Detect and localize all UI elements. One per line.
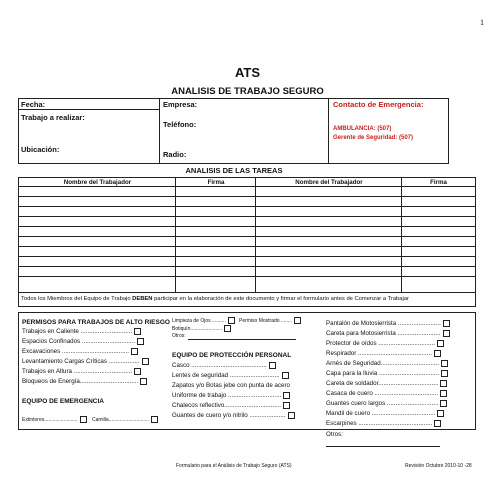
extintores-label: Extintores........................ [22,416,78,423]
proteccion-item [172,372,289,379]
proteccion-checkbox[interactable] [283,392,290,399]
tasks-note-bold: DEBEN [132,296,153,302]
empresa-label: Empresa: [163,100,198,109]
extintores-item [22,416,87,423]
proteccion2-item [326,390,447,397]
proteccion-label: Guantes de cuero y/o nitrilo ..................... [172,412,286,420]
limpieza-ojos-item [172,317,235,324]
permiso-item [22,368,141,375]
col-divider-2 [255,177,256,292]
proteccion-label: Chalecos reflectivo................................. [172,402,282,410]
limpieza-ojos-checkbox[interactable] [228,317,235,324]
proteccion2-item [326,420,441,427]
permiso-mostrado-item [239,317,301,324]
proteccion2-item [326,360,448,367]
table-row-line [18,186,476,187]
proteccion-label: Lentes de seguridad ............................. [172,372,280,380]
col-divider-3 [401,177,402,292]
botiquin-checkbox[interactable] [224,325,231,332]
proteccion-label: Casco ............................................ [172,362,267,370]
permiso-mostrado-label: Permiso Mostrado ........ [239,317,293,324]
proteccion-item [172,392,290,399]
trabajo-label: Trabajo a realizar: [21,113,85,122]
permiso-item [22,328,141,335]
table-row-line [18,266,476,267]
header-divider-2 [328,98,329,164]
contacto-emergencia-label: Contacto de Emergencia: [333,100,424,109]
proteccion2-checkbox[interactable] [441,360,448,367]
gerente-seguridad-label: Gerente de Seguridad: (507) [333,135,414,141]
proteccion-item [172,362,276,369]
col-header-nombre-2: Nombre del Trabajador [295,179,363,186]
page-subtitle: ANALISIS DE TRABAJO SEGURO [171,86,324,97]
proteccion2-label: Guantes cuero largos .............................. [326,400,439,408]
otros-permisos-line[interactable] [188,339,296,340]
proteccion2-checkbox[interactable] [434,420,441,427]
permiso-label: Excavaciones ....................................... [22,348,129,356]
proteccion2-item [326,400,447,407]
otros-permisos-item [172,333,186,339]
proteccion2-item [326,320,450,327]
table-row-line [18,226,476,227]
col-header-nombre-1: Nombre del Trabajador [63,179,132,186]
header-divider-1 [159,98,160,164]
table-row-line [18,246,476,247]
tasks-note-end: participar en la elaboración de este documento y firmar el formulario antes de Comenzar a Trabajar [152,296,409,302]
permiso-item [22,378,147,385]
tasks-note [21,296,409,302]
proteccion2-item [326,340,444,347]
col-header-firma-2: Firma [430,179,447,186]
proteccion2-label: Careta de soldador................................... [326,380,439,388]
footer-left: Formulario para el Análisis de Trabajo Seguro (ATS) [176,463,292,469]
page-number: 1 [480,18,484,27]
proteccion2-otros-line[interactable] [326,446,440,447]
tasks-heading: ANALISIS DE LAS TAREAS [185,166,283,175]
proteccion2-label: Casaca de cuero ..................................... [326,390,439,398]
proteccion2-otros [326,431,343,438]
permiso-label: Bloqueos de Energía.................................. [22,378,139,386]
permiso-checkbox[interactable] [142,358,149,365]
permiso-mostrado-checkbox[interactable] [294,317,301,324]
permiso-checkbox[interactable] [137,338,144,345]
table-row-line [18,292,476,293]
proteccion-label: Zapatos y/o Botas jebe con punta de acero [172,382,290,389]
proteccion-label: Uniforme de trabajo ............................... [172,392,282,400]
proteccion2-item [326,370,448,377]
permiso-label: Trabajos en Caliente .............................. [22,328,133,336]
proteccion2-otros-label: Otros: [326,431,343,438]
proteccion-checkbox[interactable] [283,402,290,409]
proteccion2-checkbox[interactable] [440,390,447,397]
proteccion2-label: Careta para Motosierrista ......................... [326,330,441,338]
telefono-label: Teléfono: [163,120,197,129]
proteccion-item [172,382,290,389]
botiquin-label: Botiquín....................... [172,325,223,332]
table-row-line [18,276,476,277]
proteccion-checkbox[interactable] [282,372,289,379]
proteccion-item [172,412,295,419]
permisos-heading: PERMISOS PARA TRABAJOS DE ALTO RIESGO [22,319,170,326]
permiso-checkbox[interactable] [134,368,141,375]
emergencia-heading: EQUIPO DE EMERGENCIA [22,398,104,405]
proteccion2-label: Capa para la lluvia ................................... [326,370,440,378]
proteccion-checkbox[interactable] [288,412,295,419]
proteccion2-checkbox[interactable] [443,320,450,327]
proteccion-checkbox[interactable] [269,362,276,369]
footer-right: Revisión Octubre 2010-10 -28 [405,463,472,469]
proteccion2-label: Pantalón de Motosierrista ......................... [326,320,441,328]
proteccion2-item [326,350,441,357]
permiso-checkbox[interactable] [131,348,138,355]
permiso-label: Levantamiento Cargas Críticas .................. [22,358,140,366]
ubicacion-label: Ubicación: [21,145,60,154]
col-divider-1 [175,177,176,292]
proteccion2-checkbox[interactable] [440,400,447,407]
table-row-line [18,206,476,207]
col-header-firma-1: Firma [207,179,225,186]
permiso-item [22,358,149,365]
permiso-label: Trabajos en Altura .................................. [22,368,133,376]
proteccion2-checkbox[interactable] [440,380,447,387]
proteccion-item [172,402,290,409]
proteccion-heading: EQUIPO DE PROTECCIÓN PERSONAL [172,352,292,359]
proteccion2-item [326,380,447,387]
header-row-line [18,109,159,110]
permiso-checkbox[interactable] [134,328,141,335]
proteccion2-label: Arnés de Seguridad.................................. [326,360,440,368]
extintores-checkbox[interactable] [80,416,87,423]
camilla-checkbox[interactable] [151,416,158,423]
table-row-line [18,236,476,237]
proteccion2-checkbox[interactable] [441,370,448,377]
table-row-line [18,256,476,257]
proteccion2-checkbox[interactable] [434,350,441,357]
otros-permisos-label: Otros: [172,333,186,339]
permiso-item [22,348,138,355]
table-row-line [18,196,476,197]
permiso-checkbox[interactable] [140,378,147,385]
proteccion2-checkbox[interactable] [437,410,444,417]
tasks-note-start: Todos los Miembros del Equipo de Trabajo [21,296,133,302]
proteccion2-label: Protector de oídos ................................. [326,340,436,348]
camilla-item [92,416,158,423]
camilla-label: Camilla............................. [92,416,149,423]
proteccion2-label: Respirador ........................................... [326,350,432,358]
radio-label: Radio: [163,150,187,159]
fecha-label: Fecha: [21,100,46,109]
page-title: ATS [234,65,261,80]
proteccion2-checkbox[interactable] [443,330,450,337]
limpieza-ojos-label: Limpieza de Ojos .......... [172,317,226,324]
proteccion2-checkbox[interactable] [437,340,444,347]
permiso-label: Espacios Confinados ............................... [22,338,136,346]
proteccion2-item [326,410,444,417]
ambulancia-label: AMBULANCIA: (507) [333,126,392,132]
botiquin-item [172,325,231,332]
permiso-item [22,338,144,345]
proteccion2-item [326,330,450,337]
proteccion2-label: Escarpines ........................................... [326,420,433,428]
table-row-line [18,216,476,217]
proteccion2-label: Mandil de cuero ..................................... [326,410,436,418]
